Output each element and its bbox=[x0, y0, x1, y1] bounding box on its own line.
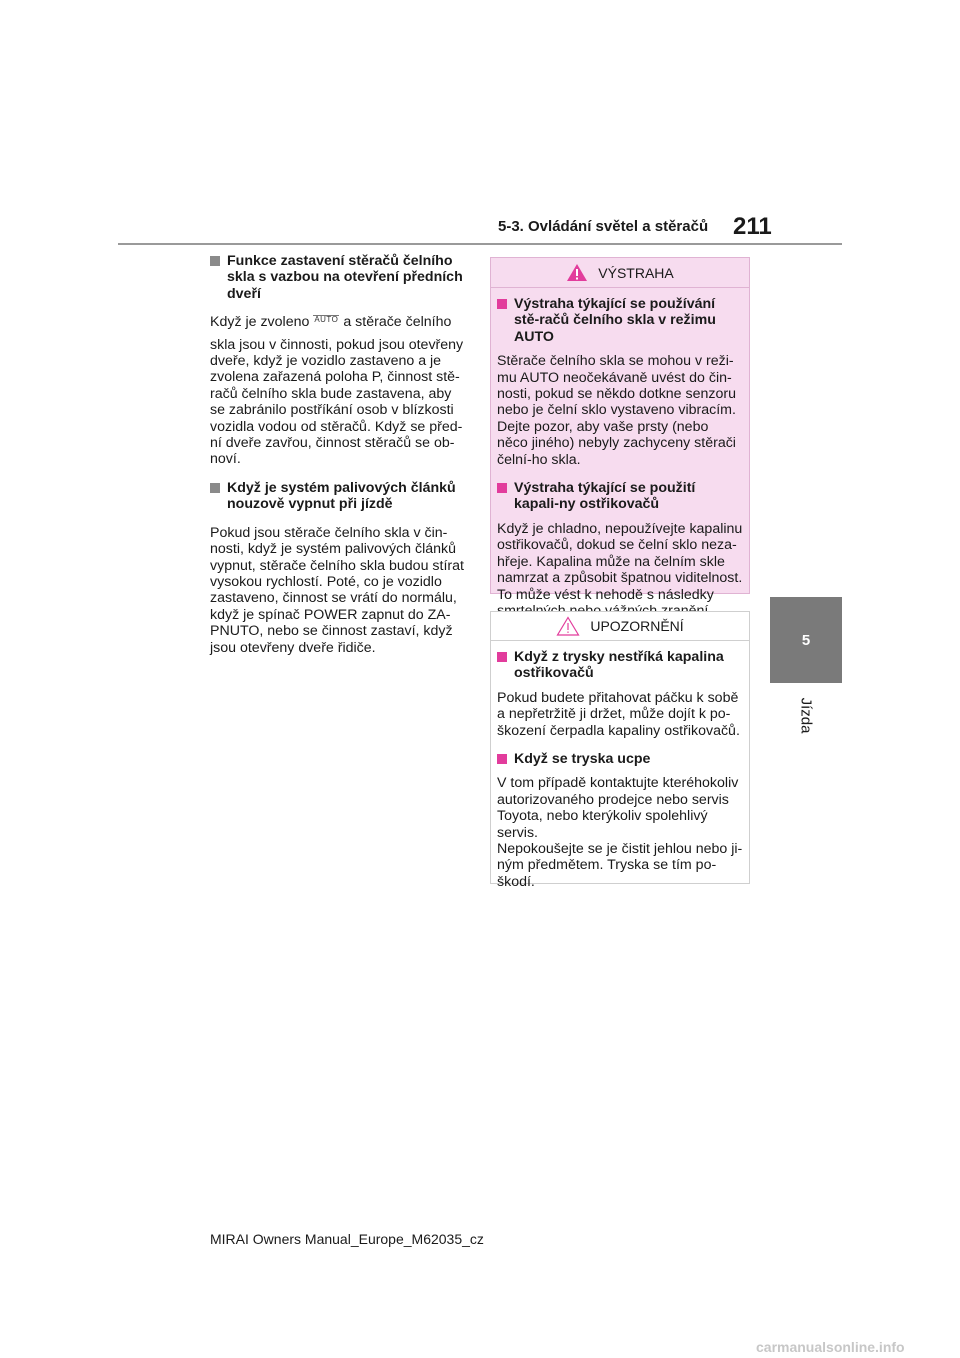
caution-box-body bbox=[491, 641, 749, 898]
bullet-square-icon bbox=[210, 483, 220, 493]
watermark-text: carmanualsonline.info bbox=[756, 1339, 905, 1355]
warning-triangle-icon bbox=[566, 263, 588, 282]
bullet-square-icon bbox=[497, 754, 507, 764]
warning-paragraph: Když je chladno, nepoužívejte kapalinu ostřikovačů, dokud se čelní sklo neza-hřeje. Kapalina může na čelním skle namrzat a způsobit špatnou viditelnost. To může vést k nehodě s následky bbox=[497, 520, 743, 603]
bullet-square-icon bbox=[210, 256, 220, 266]
section-paragraph: Pokud jsou stěrače čelního skla v čin-nosti, když je systém palivových článků vypnut, stěrače čelního skla budou stírat vysokou rychlostí. Poté, co je vozidlo zastaveno, činnost se vrátí do normálu, když je spínač POWER zapnut do ZA-PNUTO, nebo se činnost zastaví, když jsou otevřeny dveře řidiče. bbox=[210, 524, 464, 656]
chapter-number: 5 bbox=[801, 631, 811, 649]
caution-heading: Když se tryska ucpe bbox=[497, 751, 743, 767]
chapter-label: Jízda bbox=[797, 697, 815, 733]
warning-paragraph: Stěrače čelního skla se mohou v reži-mu AUTO neočekávaně uvést do čin-nosti, pokud se někdo dotkne senzoru nebo je čelní sklo vystaveno vibracím. Dejte pozor, aby vaše prsty (nebo něco jiného) nebyly zachyceny stěrači čelní-ho skla. bbox=[497, 353, 736, 468]
auto-mode-icon: AUTO bbox=[314, 315, 339, 325]
section-heading: Funkce zastavení stěračů čelního skla s vazbou na otevření předních dveří bbox=[210, 253, 466, 302]
caution-box bbox=[490, 611, 750, 890]
bullet-square-icon bbox=[497, 652, 507, 662]
header-section-title: 5-3. Ovládání světel a stěračů bbox=[498, 218, 709, 235]
bullet-square-icon bbox=[497, 299, 507, 309]
caution-heading: Když z trysky nestříká kapalina ostřikovačů bbox=[497, 649, 743, 682]
warning-box-title: VÝSTRAHA bbox=[491, 258, 749, 288]
bullet-square-icon bbox=[497, 483, 507, 493]
section-paragraph: skla jsou v činnosti, pokud jsou otevřeny dveře, když je vozidlo zastaveno a je zvolena zařazená poloha P, činnost stě-račů čelního skla bude zastavena, aby se zabránilo postříkání osob v blízkosti vozidla vodou od stěračů. Když se před-ní dveře zavřou, činnost stěračů se ob-noví. bbox=[210, 336, 464, 468]
warning-heading: Výstraha týkající se používání stě-račů čelního skla v režimu AUTO bbox=[497, 296, 743, 345]
warning-box-body bbox=[491, 288, 749, 639]
section-paragraph: Když je zvoleno AUTO a stěrače čelního bbox=[210, 314, 452, 331]
caution-triangle-icon bbox=[556, 616, 580, 636]
caution-paragraph: Pokud budete přitahovat páčku k sobě a nepřetržitě ji držet, může dojít k po-škození čerpadla kapaliny ostřikovačů. bbox=[497, 689, 740, 739]
chapter-tab[interactable] bbox=[770, 597, 842, 683]
warning-heading: Výstraha týkající se použití kapali-ny ostřikovačů bbox=[497, 480, 743, 513]
caution-paragraph: V tom případě kontaktujte kteréhokoliv autorizovaného prodejce nebo servis Toyota, nebo kterýkoliv spolehlivý servis. Nepokoušejte se je čistit jehlou nebo ji-ným předmětem. Tryska se tím po-škodí. bbox=[497, 775, 743, 890]
caution-box-title: UPOZORNĚNÍ bbox=[491, 612, 749, 641]
page-number: 211 bbox=[733, 213, 772, 240]
section-heading: Když je systém palivových článků nouzově vypnut při jízdě bbox=[210, 480, 466, 513]
header-divider bbox=[118, 243, 842, 245]
left-column bbox=[210, 253, 466, 666]
footer-text: MIRAI Owners Manual_Europe_M62035_cz bbox=[210, 1231, 484, 1247]
warning-box bbox=[490, 257, 750, 603]
